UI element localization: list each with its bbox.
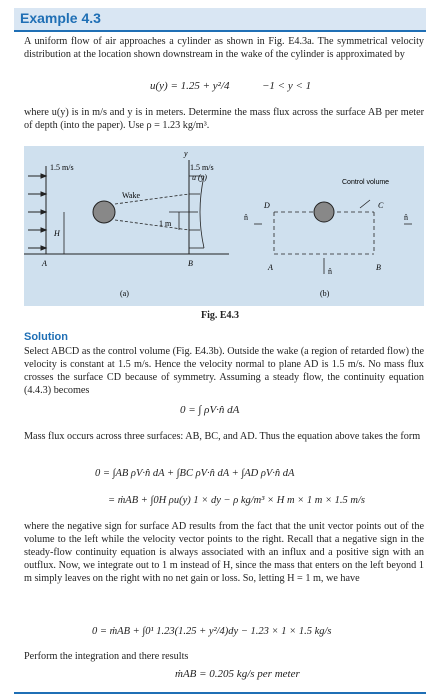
- label-b-part-a: B: [188, 259, 193, 268]
- continuity-equation: 0 = ∫ ρV·n̂ dA: [180, 404, 240, 416]
- label-a-part-b: A: [268, 263, 273, 272]
- mass-flux-equation: 0 = ∫AB ρV·n̂ dA + ∫BC ρV·n̂ dA + ∫AD ρV·n̂ dA: [95, 468, 295, 479]
- task-paragraph: where u(y) is in m/s and y is in meters. Determine the mass flux across the surface AB per meter of depth (into the paper). Use ρ = 1.23 kg/m³.: [24, 107, 424, 131]
- figure-drawing: [24, 146, 424, 306]
- label-inlet-velocity: 1.5 m/s: [50, 163, 74, 172]
- label-normal-bottom: n̂: [328, 267, 332, 276]
- label-u-of-y: u (y): [192, 173, 207, 182]
- intro-paragraph: A uniform flow of air approaches a cylinder as shown in Fig. E4.3a. The symmetrical velocity distribution at the location shown downstream in the wake of the cylinder is approximated by: [24, 36, 424, 60]
- figure-caption: Fig. E4.3: [200, 310, 240, 321]
- label-y-axis: y: [184, 149, 188, 158]
- bottom-rule: [14, 692, 426, 694]
- label-wake-velocity: 1.5 m/s: [190, 163, 214, 172]
- solution-paragraph-4: Perform the integration and there results: [24, 651, 189, 662]
- label-b-part-b: B: [376, 263, 381, 272]
- velocity-range: −1 < y < 1: [262, 80, 312, 92]
- solution-paragraph-3: where the negative sign for surface AD results from the fact that the unit vector points out of the volume to the left while the velocity vector points to the right. Recall that a negative sign in the steady-flow continuity equation is always associated with an influx and a positive sign with an outflux. Now, we integrate out to 1 m instead of H, since the mass that enters on the left beyond 1 m simply leaves on the right with no net gain or loss. So, letting H = 1 m, we have: [24, 521, 424, 584]
- label-a-part-a: A: [42, 259, 47, 268]
- label-subfig-a: (a): [120, 289, 129, 298]
- label-h: H: [54, 229, 60, 238]
- label-normal-right: n̂: [404, 213, 408, 222]
- label-control-volume: Control volume: [342, 179, 390, 186]
- label-wake: Wake: [122, 191, 141, 200]
- label-normal-left: n̂: [244, 213, 248, 222]
- solution-paragraph-2: Mass flux occurs across three surfaces: AB, BC, and AD. Thus the equation above takes the form: [24, 431, 421, 442]
- example-header: [14, 8, 426, 32]
- figure-part-b: [254, 200, 412, 274]
- label-d: D: [264, 201, 270, 210]
- mass-flux-expanded: = ṁAB + ∫0H ρu(y) 1 × dy − ρ kg/m³ × H m × 1 m × 1.5 m/s: [108, 495, 366, 506]
- integral-equation: 0 = ṁAB + ∫0¹ 1.23(1.25 + y²/4)dy − 1.23 × 1 × 1.5 kg/s: [92, 626, 332, 637]
- solution-paragraph-1: Select ABCD as the control volume (Fig. E4.3b). Outside the wake (a region of retarded flow) the velocity is constant at 1.5 m/s. Hence the velocity normal to plane AD is 1.5 m/s. No mass flux crosses the surface CD because of symmetry. Assuming a steady flow, the continuity equation (4.4.3) becomes: [24, 346, 424, 396]
- label-1m: 1 m: [159, 219, 172, 228]
- solution-heading: Solution: [24, 331, 68, 343]
- example-title: Example 4.3: [20, 10, 101, 26]
- figure-e4-3: [24, 146, 424, 306]
- answer-equation: ṁAB = 0.205 kg/s per meter: [175, 668, 300, 680]
- label-subfig-b: (b): [320, 289, 330, 298]
- label-c: C: [378, 201, 384, 210]
- velocity-equation: u(y) = 1.25 + y²/4: [150, 80, 230, 92]
